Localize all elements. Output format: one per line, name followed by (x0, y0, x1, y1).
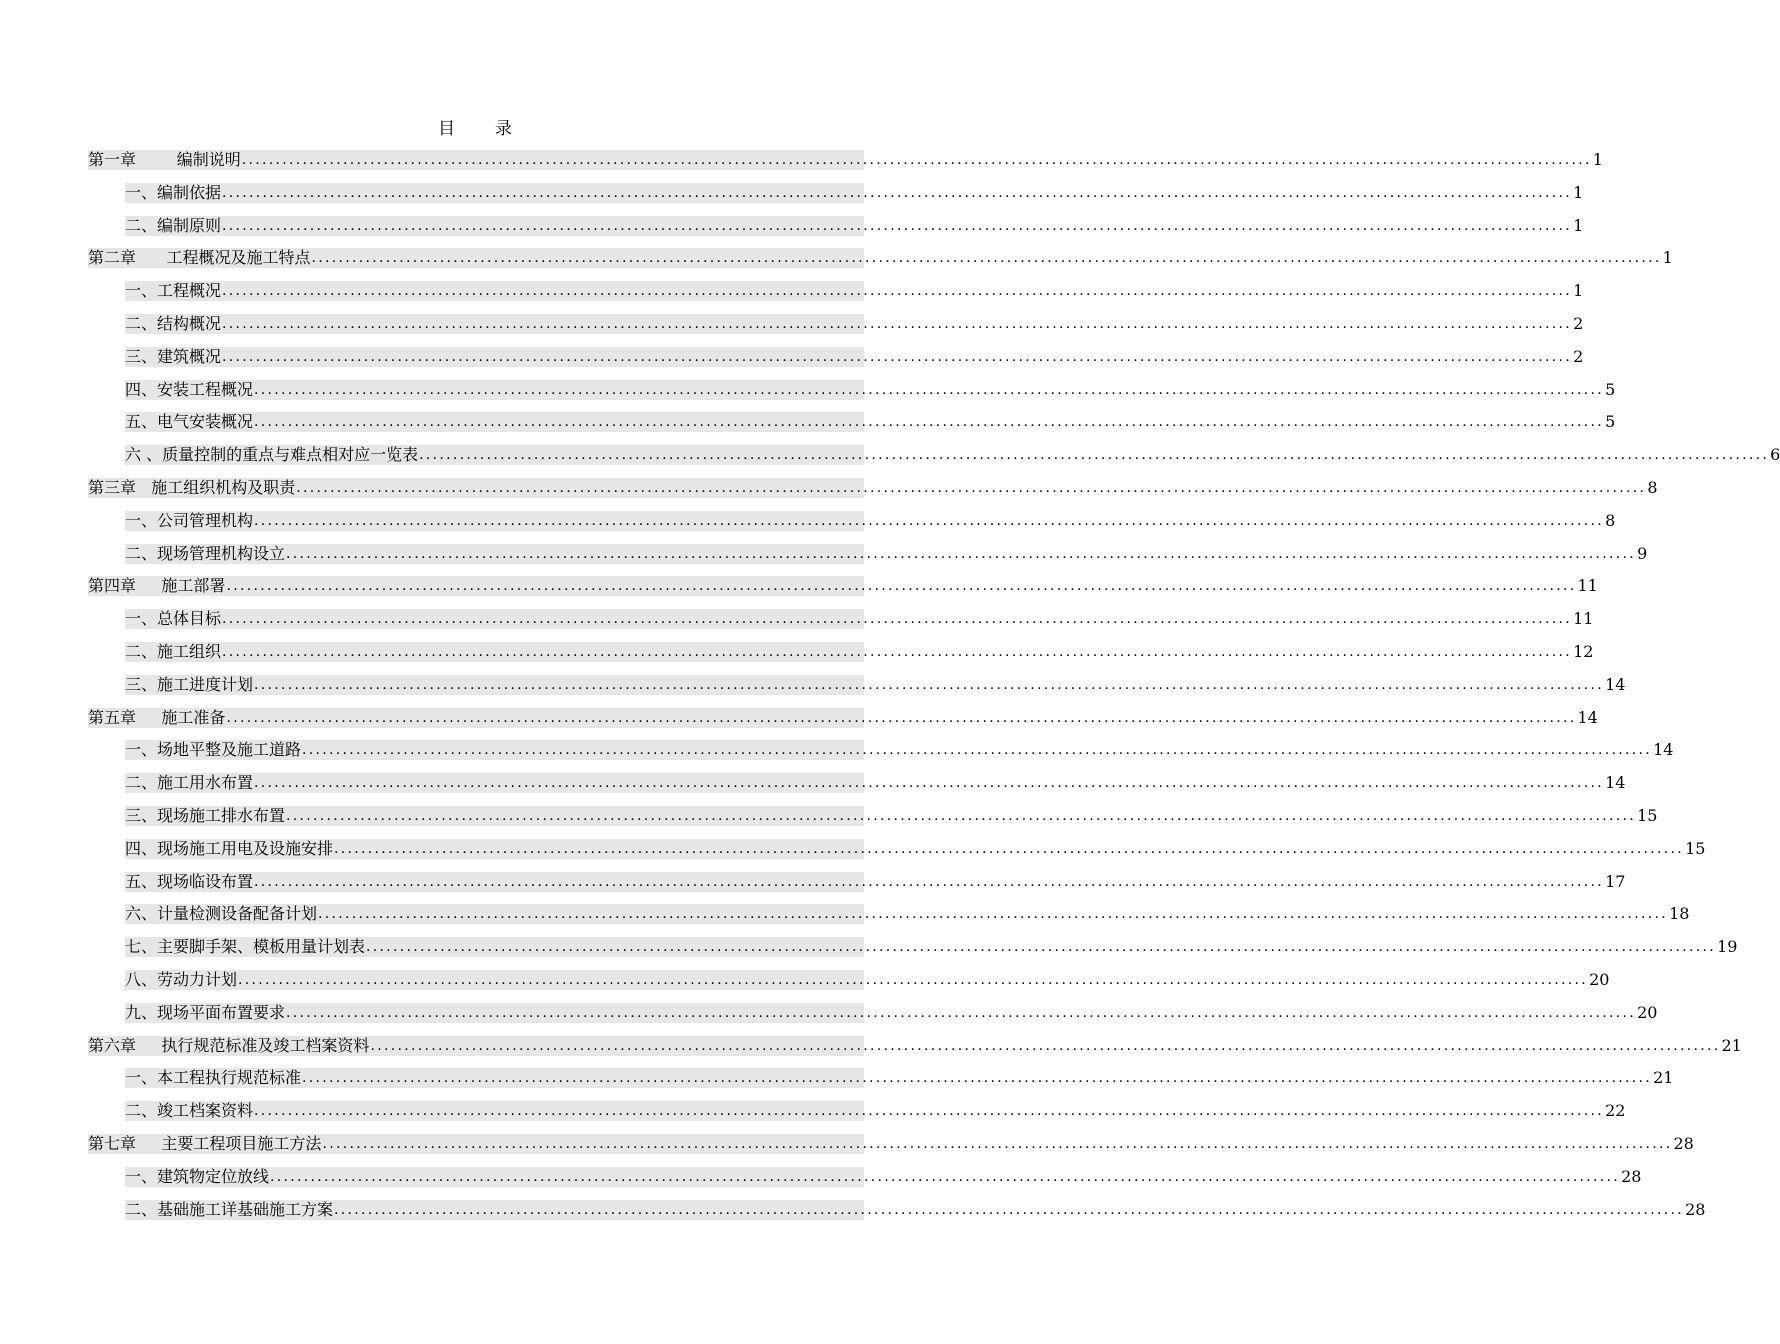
toc-dot-leader: ........................................................................................................................................................................................................ (254, 676, 1605, 693)
toc-page-number: 5 (1605, 412, 1616, 432)
toc-entry-label: 二、竣工档案资料 (125, 1101, 254, 1121)
toc-page-number: 12 (1573, 641, 1594, 661)
toc-entry-label: 一、本工程执行规范标准 (125, 1068, 302, 1088)
toc-dot-leader: ........................................................................................................................................................................................................ (311, 250, 1662, 267)
toc-page-number: 1 (1662, 248, 1673, 268)
toc-chapter-entry[interactable] (88, 705, 1598, 738)
toc-dot-leader: ........................................................................................................................................................................................................ (222, 348, 1573, 365)
toc-title-left: 目 (438, 119, 455, 139)
toc-entry-highlight (125, 1101, 1626, 1121)
toc-chapter-entry[interactable] (88, 573, 1598, 606)
toc-section-entry[interactable] (88, 869, 1626, 902)
toc-page-number: 20 (1589, 969, 1610, 989)
toc-entry-highlight (125, 969, 1610, 990)
toc-section-entry[interactable] (88, 1197, 1706, 1230)
toc-section-entry[interactable] (88, 541, 1648, 574)
toc-page-number: 21 (1653, 1068, 1674, 1088)
toc-page-number: 14 (1577, 707, 1598, 727)
toc-page-number: 14 (1605, 773, 1626, 793)
toc-entry-highlight (125, 609, 1594, 629)
toc-entry-label: 八、劳动力计划 (125, 969, 238, 989)
toc-section-entry[interactable] (88, 213, 1584, 246)
toc-section-entry[interactable] (88, 672, 1626, 705)
toc-page-number: 28 (1673, 1133, 1694, 1153)
toc-entry-highlight (125, 182, 1584, 203)
toc-section-entry[interactable] (88, 377, 1616, 410)
toc-list (88, 147, 1780, 1229)
toc-entry-label: 三、现场施工排水布置 (125, 805, 286, 825)
toc-entry-label: 一、编制依据 (125, 182, 222, 202)
toc-section-entry[interactable] (88, 1098, 1626, 1131)
toc-title (0, 114, 950, 139)
toc-page-number: 11 (1573, 609, 1594, 629)
toc-page-number: 2 (1573, 346, 1584, 366)
toc-dot-leader: ........................................................................................................................................................................................................ (370, 1037, 1721, 1054)
toc-page-number: 11 (1577, 576, 1598, 596)
toc-dot-leader: ........................................................................................................................................................................................................ (226, 578, 1577, 595)
toc-entry-highlight (125, 871, 1626, 892)
toc-section-entry[interactable] (88, 442, 1780, 475)
toc-dot-leader: ........................................................................................................................................................................................................ (241, 152, 1592, 168)
toc-entry-label: 六、计量检测设备配备计划 (125, 904, 318, 924)
toc-entry-label: 第七章 主要工程项目施工方法 (88, 1133, 322, 1153)
toc-page-number: 1 (1573, 182, 1584, 202)
toc-page-number: 28 (1621, 1166, 1642, 1186)
toc-dot-leader: ........................................................................................................................................................................................................ (226, 709, 1577, 726)
toc-entry-label: 二、结构概况 (125, 313, 222, 333)
toc-entry-label: 四、现场施工用电及设施安排 (125, 838, 334, 858)
toc-entry-label: 一、场地平整及施工道路 (125, 740, 302, 760)
toc-page-number: 2 (1573, 313, 1584, 333)
toc-entry-highlight (125, 412, 1616, 432)
toc-dot-leader: ........................................................................................................................................................................................................ (254, 1103, 1605, 1120)
toc-page-number: 19 (1717, 937, 1738, 957)
toc-entry-highlight (125, 1166, 1642, 1187)
toc-section-entry[interactable] (88, 180, 1584, 213)
toc-page-number: 20 (1637, 1002, 1658, 1022)
toc-page-number: 17 (1605, 871, 1626, 891)
toc-entry-highlight (125, 674, 1626, 695)
toc-page-number: 6 (1770, 445, 1780, 465)
toc-dot-leader: ........................................................................................................................................................................................................ (222, 217, 1573, 234)
toc-dot-leader: ........................................................................................................................................................................................................ (222, 643, 1573, 660)
toc-page-number: 21 (1721, 1035, 1742, 1055)
toc-page-number: 9 (1637, 543, 1648, 563)
toc-page-number: 8 (1605, 510, 1616, 530)
toc-entry-highlight (125, 805, 1658, 826)
toc-entry-label: 一、工程概况 (125, 281, 222, 301)
toc-entry-label: 五、现场临设布置 (125, 871, 254, 891)
toc-title-right: 录 (495, 119, 512, 139)
toc-dot-leader: ........................................................................................................................................................................................................ (254, 414, 1605, 431)
toc-chapter-entry[interactable] (88, 147, 1603, 180)
toc-page-number: 14 (1653, 740, 1674, 760)
toc-page-number: 28 (1685, 1199, 1706, 1219)
toc-dot-leader: ........................................................................................................................................................................................................ (318, 906, 1669, 923)
toc-dot-leader: ........................................................................................................................................................................................................ (302, 1070, 1653, 1087)
toc-entry-label: 六 、质量控制的重点与难点相对应一览表 (125, 445, 419, 465)
toc-dot-leader: ........................................................................................................................................................................................................ (222, 315, 1573, 332)
toc-page-number: 5 (1605, 379, 1616, 399)
toc-entry-highlight (125, 543, 1648, 564)
toc-section-entry[interactable] (88, 409, 1616, 442)
toc-dot-leader: ........................................................................................................................................................................................................ (222, 184, 1573, 201)
toc-page-number: 1 (1592, 150, 1603, 169)
toc-entry-highlight (125, 937, 1738, 957)
toc-dot-leader: ........................................................................................................................................................................................................ (222, 611, 1573, 628)
toc-entry-label: 三、施工进度计划 (125, 674, 254, 694)
toc-entry-label: 二、施工组织 (125, 641, 222, 661)
toc-entry-label: 第二章 工程概况及施工特点 (88, 248, 311, 268)
toc-section-entry[interactable] (88, 606, 1594, 639)
toc-section-entry[interactable] (88, 508, 1616, 541)
toc-dot-leader: ........................................................................................................................................................................................................ (334, 840, 1685, 857)
toc-section-entry[interactable] (88, 967, 1610, 1000)
toc-dot-leader: ........................................................................................................................................................................................................ (286, 545, 1637, 562)
toc-section-entry[interactable] (88, 1164, 1642, 1197)
toc-dot-leader: ........................................................................................................................................................................................................ (254, 512, 1605, 529)
toc-page-number: 18 (1669, 904, 1690, 924)
toc-entry-highlight (125, 313, 1584, 334)
toc-section-entry[interactable] (88, 639, 1594, 672)
toc-entry-highlight (125, 445, 1780, 465)
toc-entry-highlight (125, 1068, 1674, 1088)
toc-chapter-entry[interactable] (88, 245, 1673, 278)
toc-chapter-entry[interactable] (88, 1033, 1742, 1066)
toc-section-entry[interactable] (88, 311, 1584, 344)
toc-chapter-entry[interactable] (88, 1131, 1694, 1164)
toc-page-number: 1 (1573, 281, 1584, 301)
toc-dot-leader: ........................................................................................................................................................................................................ (334, 1201, 1685, 1218)
toc-entry-label: 一、总体目标 (125, 609, 222, 629)
toc-section-entry[interactable] (88, 1000, 1658, 1033)
toc-entry-label: 二、现场管理机构设立 (125, 543, 286, 563)
toc-section-entry[interactable] (88, 836, 1706, 869)
toc-entry-label: 第四章 施工部署 (88, 576, 226, 596)
toc-dot-leader: ........................................................................................................................................................................................................ (322, 1135, 1673, 1152)
toc-entry-label: 三、建筑概况 (125, 346, 222, 366)
toc-entry-label: 二、施工用水布置 (125, 773, 254, 793)
toc-section-entry[interactable] (88, 737, 1674, 770)
toc-page-number: 15 (1637, 805, 1658, 825)
toc-page-number: 1 (1573, 215, 1584, 235)
toc-page-number: 22 (1605, 1101, 1626, 1121)
toc-entry-label: 七、主要脚手架、模板用量计划表 (125, 937, 366, 957)
toc-entry-highlight (125, 510, 1616, 531)
toc-section-entry[interactable] (88, 901, 1690, 934)
toc-section-entry[interactable] (88, 770, 1626, 803)
toc-entry-highlight (88, 707, 1598, 728)
toc-entry-label: 二、编制原则 (125, 215, 222, 235)
toc-entry-label: 九、现场平面布置要求 (125, 1002, 286, 1022)
toc-dot-leader: ........................................................................................................................................................................................................ (254, 381, 1605, 398)
toc-entry-highlight (125, 346, 1584, 367)
toc-entry-highlight (125, 838, 1706, 859)
toc-entry-highlight (88, 1035, 1742, 1056)
toc-entry-label: 一、建筑物定位放线 (125, 1166, 270, 1186)
toc-entry-highlight (125, 904, 1690, 924)
toc-entry-highlight (88, 1133, 1694, 1154)
toc-entry-highlight (125, 1002, 1658, 1023)
toc-dot-leader: ........................................................................................................................................................................................................ (286, 807, 1637, 824)
toc-entry-highlight (125, 740, 1674, 760)
toc-dot-leader: ........................................................................................................................................................................................................ (286, 1004, 1637, 1021)
toc-entry-label: 第五章 施工准备 (88, 707, 226, 727)
toc-entry-label: 二、基础施工详基础施工方案 (125, 1199, 334, 1219)
toc-dot-leader: ........................................................................................................................................................................................................ (419, 447, 1770, 464)
toc-dot-leader: ........................................................................................................................................................................................................ (366, 939, 1717, 956)
toc-section-entry[interactable] (88, 1065, 1674, 1098)
toc-entry-label: 第一章 编制说明 (88, 150, 241, 169)
toc-dot-leader: ........................................................................................................................................................................................................ (296, 479, 1647, 496)
toc-dot-leader: ........................................................................................................................................................................................................ (222, 283, 1573, 300)
toc-section-entry[interactable] (88, 803, 1658, 836)
toc-section-entry[interactable] (88, 344, 1584, 377)
toc-entry-highlight (88, 576, 1598, 596)
toc-page-number: 14 (1605, 674, 1626, 694)
toc-entry-label: 第六章 执行规范标准及竣工档案资料 (88, 1035, 370, 1055)
toc-entry-label: 五、电气安装概况 (125, 412, 254, 432)
toc-entry-label: 四、安装工程概况 (125, 379, 254, 399)
toc-section-entry[interactable] (88, 934, 1738, 967)
toc-entry-highlight (125, 281, 1584, 301)
toc-dot-leader: ........................................................................................................................................................................................................ (254, 873, 1605, 890)
toc-entry-highlight (88, 477, 1658, 498)
toc-entry-label: 第三章 施工组织机构及职责 (88, 477, 296, 497)
toc-entry-highlight (125, 1199, 1706, 1220)
toc-entry-highlight (125, 215, 1584, 236)
toc-entry-label: 一、公司管理机构 (125, 510, 254, 530)
toc-page-number: 15 (1685, 838, 1706, 858)
toc-entry-highlight (88, 248, 1673, 268)
toc-dot-leader: ........................................................................................................................................................................................................ (270, 1168, 1621, 1185)
toc-dot-leader: ........................................................................................................................................................................................................ (238, 971, 1589, 988)
toc-entry-highlight (125, 641, 1594, 662)
toc-dot-leader: ........................................................................................................................................................................................................ (254, 775, 1605, 792)
toc-dot-leader: ........................................................................................................................................................................................................ (302, 742, 1653, 759)
toc-entry-highlight (88, 150, 1603, 170)
toc-chapter-entry[interactable] (88, 475, 1658, 508)
toc-section-entry[interactable] (88, 278, 1584, 311)
toc-page-number: 8 (1647, 477, 1658, 497)
toc-entry-highlight (125, 773, 1626, 793)
toc-entry-highlight (125, 379, 1616, 400)
